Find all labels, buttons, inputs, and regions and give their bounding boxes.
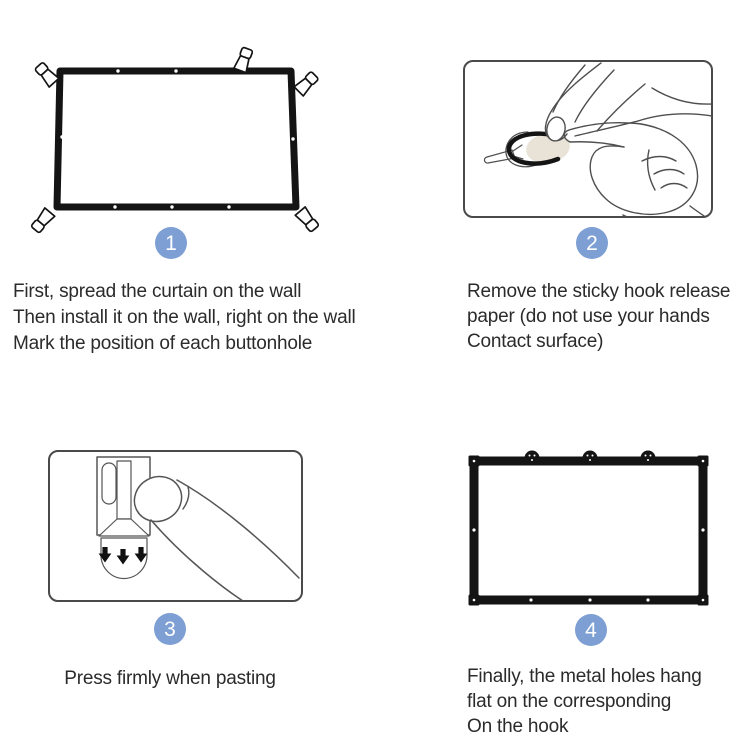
press-hook-illustration — [49, 451, 302, 608]
wall-hook-icon — [34, 61, 59, 87]
caption-line: Contact surface) — [467, 331, 604, 352]
caption-line: Finally, the metal holes hang — [467, 666, 702, 687]
peel-release-paper-illustration — [464, 61, 712, 223]
caption-line: Remove the sticky hook release — [467, 281, 731, 302]
hanging-screen-illustration — [469, 451, 709, 606]
wall-hook-icon — [295, 207, 320, 233]
step-2-caption — [467, 279, 747, 354]
wall-hook-icon — [30, 208, 55, 234]
caption-line: paper (do not use your hands — [467, 306, 710, 327]
wall-hook-icon — [294, 71, 319, 96]
step-3-badge: 3 — [154, 613, 186, 645]
step-1-caption — [13, 279, 433, 357]
step-3-caption — [20, 666, 320, 692]
step-2-badge: 2 — [576, 227, 608, 259]
caption-line: On the hook — [467, 716, 569, 737]
step-4-badge: 4 — [575, 614, 607, 646]
screen-frame-illustration — [30, 47, 320, 234]
caption-line: flat on the corresponding — [467, 691, 672, 712]
step-4-caption — [467, 664, 747, 739]
caption-line: Press firmly when pasting — [64, 668, 276, 689]
step-1-badge: 1 — [155, 227, 187, 259]
caption-line: Then install it on the wall, right on the wall — [13, 307, 356, 328]
caption-line: First, spread the curtain on the wall — [13, 281, 302, 302]
caption-line: Mark the position of each buttonhole — [13, 333, 313, 354]
